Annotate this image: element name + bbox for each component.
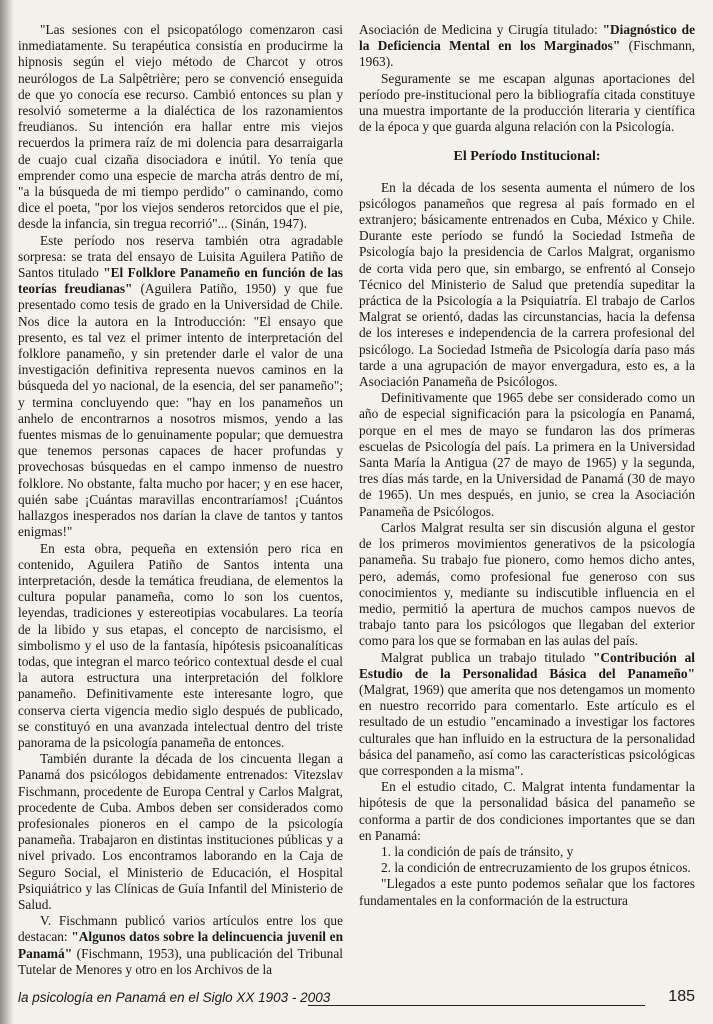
paragraph-fischmann-articles xyxy=(18,913,343,978)
title-personalidad-basica: "Contribución al Estudio de la Personalidad Básica del Panameño" xyxy=(359,649,695,681)
title-delincuencia-juvenil: "Algunos datos sobre la delincuencia juvenil en Panamá" xyxy=(18,929,344,961)
running-footer-title: la psicología en Panamá en el Siglo XX 1903 - 2003 xyxy=(18,990,331,1005)
text-run: Malgrat publica un trabajo titulado xyxy=(381,649,593,665)
page-binding-shadow xyxy=(0,0,14,1024)
paragraph-malgrat-publication xyxy=(359,650,695,780)
right-column xyxy=(359,22,695,909)
left-column xyxy=(18,22,343,978)
text-run: (Fischmann, 1963). xyxy=(359,38,695,70)
paragraph-malgrat-gestor: Carlos Malgrat resulta ser sin discusión alguna el gestor de los primeros movimientos generativos de la psicología panameña. Su trabajo fue pionero, como hemos dicho antes, pero, además, como profesional fue generoso con sus conocimientos y, mediante su indiscutible influencia en el medio, permitió la apertura de muchos campos nuevos de trabajo tanto para los psicólogos que llegaban del exterior como para los que se formaban en las aulas del país. xyxy=(359,519,695,649)
paragraph-aguilera-interpretation: En esta obra, pequeña en extensión pero rica en contenido, Aguilera Patiño de Santos intenta una interpretación, desde la temática freudiana, de elementos la cultura popular panameña, como lo son los cuentos, leyendas, tradiciones y estereotipias vocabulares. La teoría de la libido y sus etapas, el concepto de narcisismo, el simbolismo y el uso de la fantasía, hipótesis psicoanalíticas todas, que integran el marco teórico contextual desde el cual la autora estructura una interpretación del folklore panameño. Definitivamente este interesante logro, que conserva cierta vigencia medio siglo después de publicado, se constituyó en una avanzada intelectual dentro del triste panorama de la psicología panameña de entonces. xyxy=(18,540,343,750)
paragraph-aguilera-essay xyxy=(18,233,343,541)
section-heading: El Período Institucional: xyxy=(453,149,601,165)
paragraph-hypothesis: En el estudio citado, C. Malgrat intenta fundamentar la hipótesis de que la personalidad básica del panameño se conforma a partir de dos condiciones importantes que se dan en Panamá: xyxy=(359,779,695,843)
paragraph-continuation xyxy=(359,22,695,71)
text-run: (Malgrat, 1969) que amerita que nos detengamos un momento en nuestro recorrido para comentarlo. Este artículo es el resultado de un estudio "encaminado a investigar los factores culturales que han influido en la estructura de la personalidad básica del panameño, así como las características psicológicas que corresponden a la misma". xyxy=(359,681,695,778)
page-footer xyxy=(18,990,695,1012)
list-item: 2. la condición de entrecruzamiento de los grupos étnicos. xyxy=(381,860,691,876)
paragraph-quote-factors: "Llegados a este punto podemos señalar que los factores fundamentales en la conformación de la estructura xyxy=(359,876,695,908)
paragraph-fischmann-malgrat: También durante la década de los cincuenta llegan a Panamá dos psicólogos debidamente entrenados: Vitezslav Fischmann, procedente de Europa Central y Carlos Malgrat, procedente de Cuba. Ambos deben ser considerados como profesionales pioneros en el campo de la psicología panameña. Trabajaron en distintas instituciones públicas y a nivel privado. Los encontramos laborando en la Caja de Seguro Social, el Ministerio de Educación, el Hospital Psiquiátrico y las Clínicas de Guía Infantil del Ministerio de Salud. xyxy=(18,751,343,912)
text-run: Asociación de Medicina y Cirugía titulado: xyxy=(359,22,603,37)
paragraph-sixties: En la década de los sesenta aumenta el número de los psicólogos panameños que regresa al país formado en el extranjero; básicamente entrenados en Cuba, México y Chile. Durante este período se fundó la Sociedad Istmeña de Psicología bajo la presidencia de Carlos Malgrat, organismo de corta vida pero que, sin embargo, se enfrentó al Consejo Técnico del Ministerio de Salud que pretendía supeditar la práctica de la Psicología a la Psiquiatría. El trabajo de Carlos Malgrat se orientó, dadas las circunstancias, hacia la defensa de los intereses e independencia de la carrera profesional del psicólogo. La Sociedad Istmeña de Psicología daría paso más tarde a una agrupación de mayor envergadura, esto es, a la Asociación Panameña de Psicólogos. xyxy=(359,179,695,390)
text-run: (Aguilera Patiño, 1950) y que fue presentado como tesis de grado en la Universidad de Chile. Nos dice la autora en la Introducción: "El ensayo que presento, es tal vez el primer intento de interpretación del folklore panameño, y sin pretender darle el valor de una investigación definitiva representa nuevos caminos en la búsqueda del yo nacional, de la esencia, del ser panameño"; y termina concluyendo que: "hay en los panameños un anhelo de encontrarnos a nosotros mismos, yendo a las fuentes mismas de lo genuinamente popular; que demuestra que tenemos personas capaces de hacer profundas y provechosas búsquedas en el campo inmenso de nuestro folklore. No obstante, falta mucho por hacer; y en ese hacer, quién sabe ¡Cuántas maravillas encontraríamos! ¡Cuántos hallazgos inesperados nos darían la clave de tantos y tantos enigmas!" xyxy=(18,281,343,540)
list-item: 1. la condición de país de tránsito, y xyxy=(381,843,574,859)
text-run: V. Fischmann publicó varios artículos entre los que destacan: xyxy=(18,913,343,945)
title-deficiencia-mental: "Diagnóstico de la Deficiencia Mental en los Marginados" xyxy=(359,22,696,54)
paragraph-quote-sinan: "Las sesiones con el psicopatólogo comenzaron casi inmediatamente. Su terapéutica consistía en producirme la hipnosis según el viejo método de Charcot y otros neurólogos de La Salpêtrière; pero se convenció enseguida de que yo conocía ese recurso. Cambió entonces su plan y resolvió someterme a la dialéctica de los razonamientos freudianos. Su intención era hallar entre mis viejos recuerdos la primera raíz de mi dolencia para desarraigarla de cuajo cual cizaña disociadora e inútil. Yo tenía que emprender como una especie de marcha atrás dentro de mí, "a la búsqueda de mi tiempo perdido" o caminando, como dice el poeta, "por los viejos senderos retorcidos que el pie, desde la infancia, sin tregua recorrió"... (Sinán, 1947). xyxy=(18,22,343,232)
paragraph-1965: Definitivamente que 1965 debe ser considerado como un año de especial significación para la psicología en Panamá, porque en el mes de mayo se fundaron las dos primeras escuelas de Psicología del país. La primera en la Universidad Santa María la Antigua (27 de mayo de 1965) y la segunda, tres días más tarde, en la Universidad de Panamá (30 de mayo de 1965). Un mes después, en junio, se crea la Asociación Panameña de Psicólogos. xyxy=(359,390,695,519)
title-folklore-panameno: "El Folklore Panameño en función de las teorías freudianas" xyxy=(18,265,343,297)
text-run: Este período nos reserva también otra agradable sorpresa: se trata del ensayo de Luisita Aguilera Patiño de Santos titulado xyxy=(18,232,343,281)
text-run: (Fischmann, 1953), una publicación del Tribunal Tutelar de Menores y otro en los Archivos de la xyxy=(18,945,343,977)
paragraph-pre-institutional: Seguramente se me escapan algunas aportaciones del período pre-institucional pero la bibliografía citada constituye una muestra importante de la producción literaria y científica de la época y que guarda alguna relación con la Psicología. xyxy=(359,70,695,135)
footer-rule xyxy=(308,1005,645,1006)
page-number: 185 xyxy=(668,988,695,1005)
